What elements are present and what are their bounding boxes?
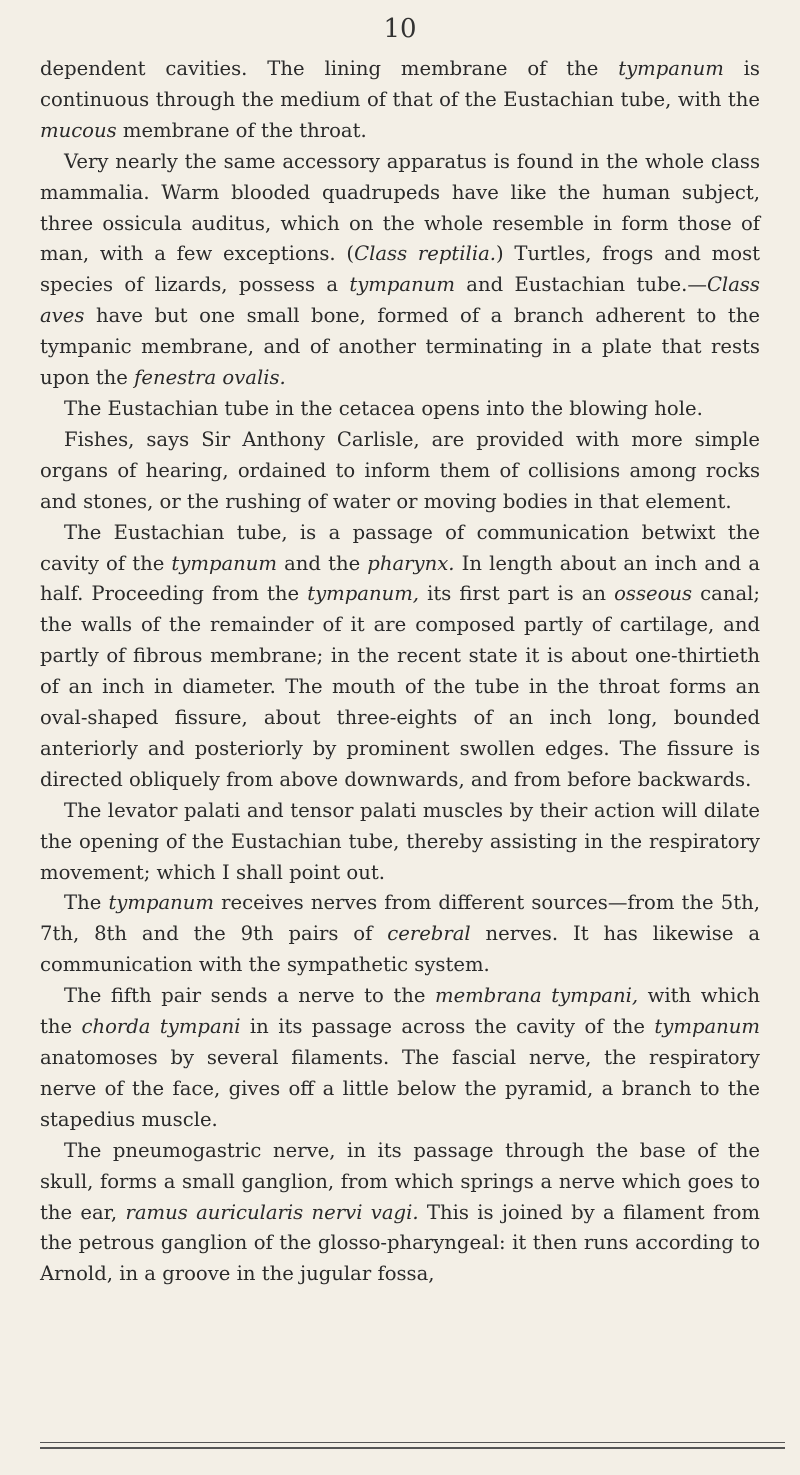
paragraph xyxy=(40,54,760,147)
text-run: and the xyxy=(277,551,368,575)
paragraph xyxy=(40,394,760,425)
paragraph xyxy=(40,796,760,889)
body-text xyxy=(40,54,760,1290)
text-run: in its passage across the cavity of the xyxy=(240,1015,655,1039)
text-run: Very nearly the same accessory apparatus is found in the whole class mammalia. Warm blooded quadrupeds have like the human subject, three ossicula auditus, which on the whole resemble in form those of man, with a few exceptions. ( xyxy=(40,149,760,266)
italic-text: tympanum xyxy=(349,273,455,297)
paragraph xyxy=(40,888,760,981)
text-run: its first part is an xyxy=(419,582,615,606)
text-run: receives nerves from different sources—from the 5th, 7th, 8th and the 9th pairs of xyxy=(40,891,760,946)
paragraph xyxy=(40,981,760,1136)
text-run: The fifth pair sends a nerve to the xyxy=(64,984,435,1008)
text-run: Fishes, says Sir Anthony Carlisle, are provided with more simple organs of hearing, ordained to inform them of collisions among rocks and stones, or the rushing of water or moving bodies in that element. xyxy=(40,427,760,513)
text-run: The pneumogastric nerve, in its passage through the base of the skull, forms a small ganglion, from which springs a nerve which goes to the ear, xyxy=(40,1138,760,1224)
text-run: The xyxy=(64,891,109,915)
italic-text: tympanum xyxy=(654,1015,760,1039)
italic-text: pharynx. xyxy=(367,551,455,575)
text-run: This is joined by a filament from the petrous ganglion of the glosso-pharyngeal: it then runs according to Arnold, in a groove in the jugular fossa, xyxy=(40,1200,760,1286)
bottom-rule xyxy=(40,1442,785,1443)
text-run: anatomoses by several filaments. The fascial nerve, the respiratory nerve of the face, gives off a little below the pyramid, a branch to the stapedius muscle. xyxy=(40,1046,760,1131)
italic-text: chorda tympani xyxy=(81,1015,241,1039)
italic-text: mucous xyxy=(40,118,117,142)
paragraph xyxy=(40,1136,760,1291)
italic-text: fenestra ovalis. xyxy=(134,366,286,390)
paragraph xyxy=(40,425,760,518)
text-run: and Eustachian tube.— xyxy=(454,273,707,297)
text-run: canal; the walls of the remainder of it are composed partly of cartilage, and partly of fibrous membrane; in the recent state it is about one-thirtieth of an inch in diameter. The mouth of the tube in the throat forms an oval-shaped fissure, about three-eights of an inch long, bounded anteriorly and posteriorly by prominent swollen edges. The fissure is directed obliquely from above downwards, and from before backwards. xyxy=(40,582,760,791)
text-run: membrane of the throat. xyxy=(116,118,367,142)
text-run: have but one small bone, formed of a branch adherent to the tympanic membrane, and of another terminating in a plate that rests upon the xyxy=(40,304,760,390)
paragraph xyxy=(40,147,760,394)
page-number: 10 xyxy=(383,14,417,44)
italic-text: tympanum xyxy=(618,57,724,80)
text-run: is continuous through the medium of that of the Eustachian tube, with the xyxy=(40,57,760,111)
paragraph xyxy=(40,518,760,796)
text-run: The Eustachian tube, is a passage of communication betwixt the cavity of the xyxy=(40,520,760,575)
italic-text: tympanum xyxy=(171,551,277,575)
text-run: with which the xyxy=(40,984,760,1039)
text-run: In length about an inch and a half. Proceeding from the xyxy=(40,551,760,606)
italic-text: cerebral xyxy=(387,922,471,946)
italic-text: tympanum, xyxy=(307,582,420,606)
text-run: dependent cavities. The lining membrane of the xyxy=(40,57,619,80)
italic-text: osseous xyxy=(614,582,693,606)
italic-text: ramus auricularis nervi vagi. xyxy=(125,1200,419,1224)
text-run: The levator palati and tensor palati muscles by their action will dilate the opening of the Eustachian tube, thereby assisting in the respiratory movement; which I shall point out. xyxy=(40,798,760,884)
text-run: nerves. It has likewise a communication with the sympathetic system. xyxy=(40,922,760,977)
italic-text: Class reptilia. xyxy=(354,242,496,266)
text-run: The Eustachian tube in the cetacea opens into the blowing hole. xyxy=(64,396,703,420)
bottom-rule-double xyxy=(40,1447,785,1449)
italic-text: Class aves xyxy=(40,273,760,328)
italic-text: membrana tympani, xyxy=(435,984,639,1008)
italic-text: tympanum xyxy=(108,891,215,915)
text-run: ) Turtles, frogs and most species of lizards, possess a xyxy=(40,242,760,297)
